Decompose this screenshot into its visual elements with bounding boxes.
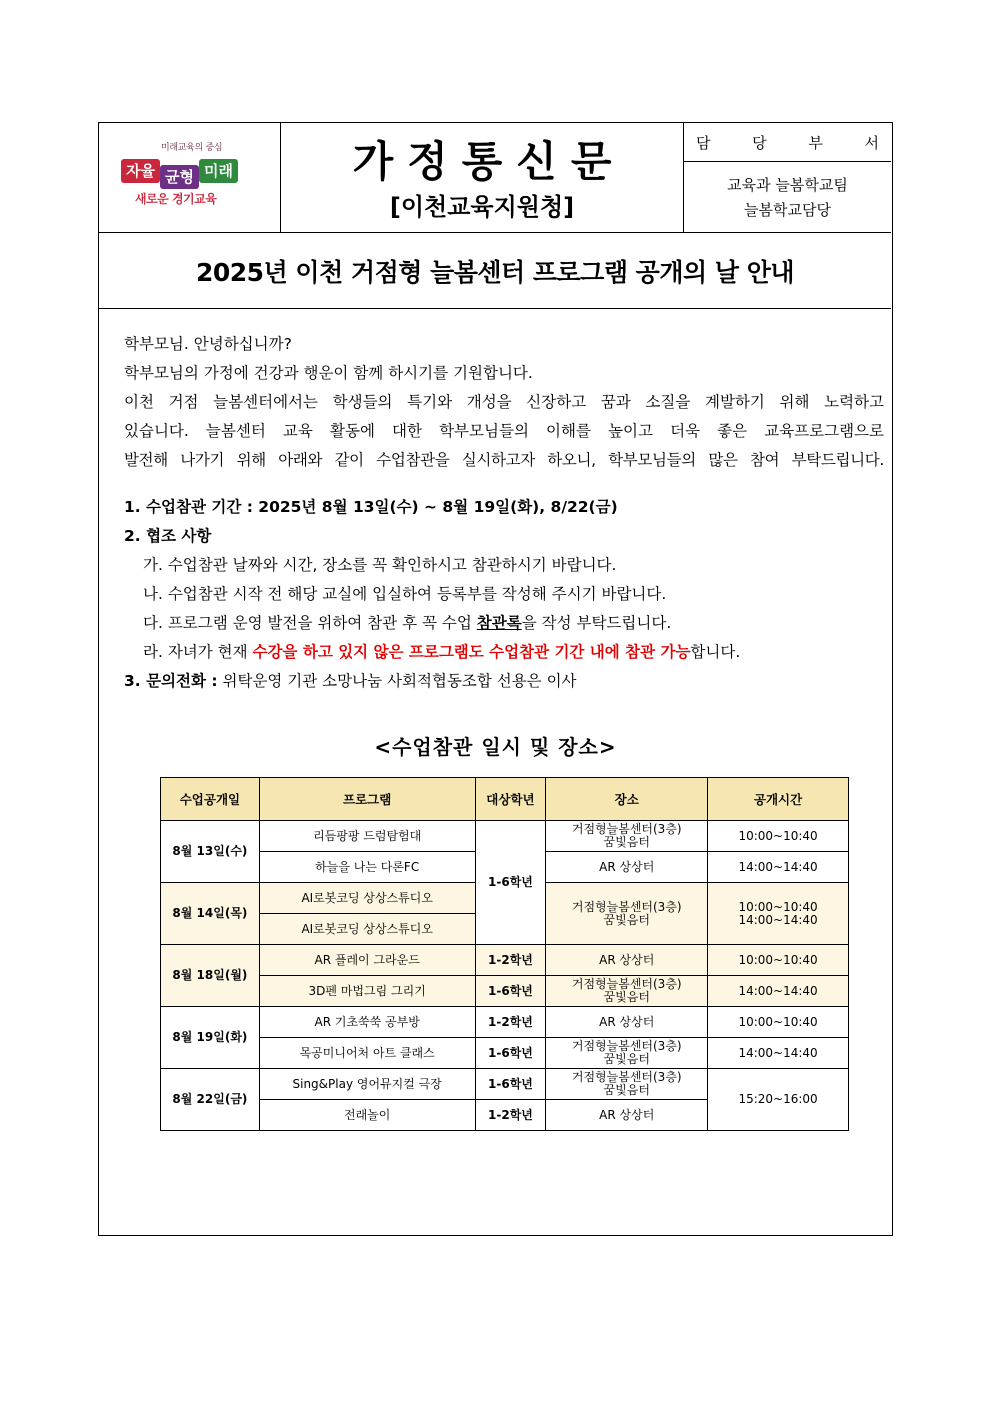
- greeting-paragraph-line: 발전해 나가기 위해 아래와 같이 수업참관을 실시하고자 하오니, 학부모님들의 많은 참여 부탁드립니다.: [124, 451, 884, 469]
- logo-pill-future: 미래: [199, 159, 238, 183]
- item-text: 합니다.: [690, 643, 741, 661]
- greeting-paragraph-line: 이천 거점 늘봄센터에서는 학생들의 특기와 개성을 신장하고 꿈과 소질을 계발하기 위해 노력하고: [124, 393, 884, 411]
- program-cell: AR 기초쑥쑥 공부방: [259, 1007, 475, 1038]
- program-cell: 리듬팡팡 드럼탐험대: [259, 821, 475, 852]
- program-cell: AI로봇코딩 상상스튜디오: [259, 883, 475, 914]
- department-heading: [684, 123, 891, 162]
- department-cell: [684, 123, 891, 233]
- logo: [99, 123, 281, 233]
- header-cell: 수업공개일: [161, 778, 260, 821]
- item-text: 라. 자녀가 현재: [143, 643, 253, 661]
- item-text: 을 작성 부탁드립니다.: [521, 614, 672, 632]
- schedule-title: <수업참관 일시 및 장소>: [374, 735, 617, 759]
- title-cell: [281, 123, 684, 233]
- greeting-line: 학부모님의 가정에 건강과 행운이 함께 하시기를 기원합니다.: [124, 364, 533, 382]
- place-line: 꿈빛음터: [603, 912, 650, 927]
- place-line: 거점형늘봄센터(3층): [571, 1070, 682, 1084]
- dept-head-char: 부: [808, 133, 823, 152]
- logo-pill-balance: 균형: [160, 165, 199, 189]
- place-cell: AR 상상터: [546, 945, 708, 976]
- letter-body: [124, 330, 884, 696]
- header-cell: 공개시간: [708, 778, 849, 821]
- schedule-table: [160, 777, 849, 1131]
- place-cell: [546, 1069, 708, 1100]
- time-line: 10:00~10:40: [738, 899, 818, 914]
- place-cell: [546, 976, 708, 1007]
- grade-cell: 1-6학년: [475, 976, 546, 1007]
- date-cell: 8월 19일(화): [161, 1007, 260, 1069]
- header-cell: 프로그램: [259, 778, 475, 821]
- table-row: [161, 1038, 849, 1069]
- cooperation-item: [124, 609, 884, 638]
- place-cell: [546, 883, 708, 945]
- time-cell: 14:00~14:40: [708, 852, 849, 883]
- program-cell: AI로봇코딩 상상스튜디오: [259, 914, 475, 945]
- program-cell: 하늘을 나는 다론FC: [259, 852, 475, 883]
- table-row: [161, 1069, 849, 1100]
- place-line: 꿈빛음터: [603, 835, 650, 849]
- table-header-row: [161, 778, 849, 821]
- sub-title: [이천교육지원청]: [389, 193, 575, 221]
- place-line: 꿈빛음터: [603, 1052, 650, 1066]
- time-cell: 14:00~14:40: [708, 1038, 849, 1069]
- program-cell: Sing&Play 영어뮤지컬 극장: [259, 1069, 475, 1100]
- grade-cell: 1-6학년: [475, 1069, 546, 1100]
- place-line: 거점형늘봄센터(3층): [571, 1039, 682, 1053]
- place-cell: AR 상상터: [546, 852, 708, 883]
- contact-label: 3. 문의전화 :: [124, 672, 218, 690]
- program-cell: 전래놀이: [259, 1100, 475, 1131]
- contact-text: 위탁운영 기관 소망나눔 사회적협동조합 선용은 이사: [217, 672, 577, 690]
- section-contact: [124, 667, 884, 696]
- date-cell: 8월 13일(수): [161, 821, 260, 883]
- time-cell: 14:00~14:40: [708, 976, 849, 1007]
- observation-record-text: 참관록: [476, 614, 522, 632]
- table-row: [161, 1007, 849, 1038]
- grade-cell: 1-2학년: [475, 945, 546, 976]
- program-cell: 3D펜 마법그림 그리기: [259, 976, 475, 1007]
- time-cell: 10:00~10:40: [708, 945, 849, 976]
- place-line: 거점형늘봄센터(3층): [571, 899, 682, 914]
- header-cell: 장소: [546, 778, 708, 821]
- department-team: 교육과 늘봄학교팀: [727, 176, 848, 194]
- date-cell: 8월 14일(목): [161, 883, 260, 945]
- header: [99, 123, 891, 233]
- program-cell: AR 플레이 그라운드: [259, 945, 475, 976]
- table-row: [161, 821, 849, 852]
- date-cell: 8월 18일(월): [161, 945, 260, 1007]
- section-period: 1. 수업참관 기간 : 2025년 8월 13일(수) ~ 8월 19일(화), 8/22(금): [124, 498, 618, 516]
- document-frame: [98, 122, 893, 1236]
- place-line: 꿈빛음터: [603, 990, 650, 1004]
- dept-head-char: 담: [696, 133, 711, 152]
- notice-title: 2025년 이천 거점형 늘봄센터 프로그램 공개의 날 안내: [195, 257, 794, 287]
- section-cooperation: 2. 협조 사항: [124, 527, 212, 545]
- time-cell: 10:00~10:40: [708, 1007, 849, 1038]
- place-line: 꿈빛음터: [603, 1083, 650, 1097]
- dept-head-char: 당: [752, 133, 767, 152]
- grade-cell: 1-6학년: [475, 821, 546, 945]
- grade-cell: 1-2학년: [475, 1007, 546, 1038]
- time-cell: 15:20~16:00: [708, 1069, 849, 1131]
- grade-cell: 1-2학년: [475, 1100, 546, 1131]
- place-cell: [546, 1038, 708, 1069]
- place-cell: AR 상상터: [546, 1007, 708, 1038]
- place-line: 거점형늘봄센터(3층): [571, 977, 682, 991]
- logo-pills: [121, 159, 238, 187]
- table-row: [161, 945, 849, 976]
- place-cell: [546, 821, 708, 852]
- greeting-line: 학부모님. 안녕하십니까?: [124, 335, 292, 353]
- header-cell: 대상학년: [475, 778, 546, 821]
- greeting-paragraph-line: 있습니다. 늘봄센터 교육 활동에 대한 학부모님들의 이해를 높이고 더욱 좋은 교육프로그램으로: [124, 422, 884, 440]
- notice-title-row: [99, 233, 891, 309]
- logo-tagline: 미래교육의 중심: [161, 143, 223, 153]
- main-title: 가정통신문: [352, 137, 626, 186]
- logo-bottom-text: 새로운 경기교육: [135, 192, 217, 206]
- cooperation-item: 가. 수업참관 날짜와 시간, 장소를 꼭 확인하시고 참관하시기 바랍니다.: [143, 556, 617, 574]
- greeting: [124, 330, 884, 475]
- department-office: 늘봄학교담당: [744, 201, 831, 219]
- place-cell: AR 상상터: [546, 1100, 708, 1131]
- table-row: [161, 976, 849, 1007]
- program-cell: 목공미니어처 아트 클래스: [259, 1038, 475, 1069]
- item-text: 다. 프로그램 운영 발전을 위하여 참관 후 꼭 수업: [143, 614, 472, 632]
- logo-pill-autonomy: 자율: [121, 159, 160, 183]
- date-cell: 8월 22일(금): [161, 1069, 260, 1131]
- cooperation-item: 나. 수업참관 시작 전 해당 교실에 입실하여 등록부를 작성해 주시기 바랍니다.: [143, 585, 667, 603]
- time-cell: 10:00~10:40: [708, 821, 849, 852]
- place-line: 거점형늘봄센터(3층): [571, 822, 682, 836]
- time-cell: [708, 883, 849, 945]
- grade-cell: 1-6학년: [475, 1038, 546, 1069]
- highlight-text: 수강을 하고 있지 않은 프로그램도 수업참관 기간 내에 참관 가능: [252, 643, 691, 661]
- dept-head-char: 서: [864, 133, 879, 152]
- time-line: 14:00~14:40: [738, 912, 818, 927]
- cooperation-item: [124, 638, 884, 667]
